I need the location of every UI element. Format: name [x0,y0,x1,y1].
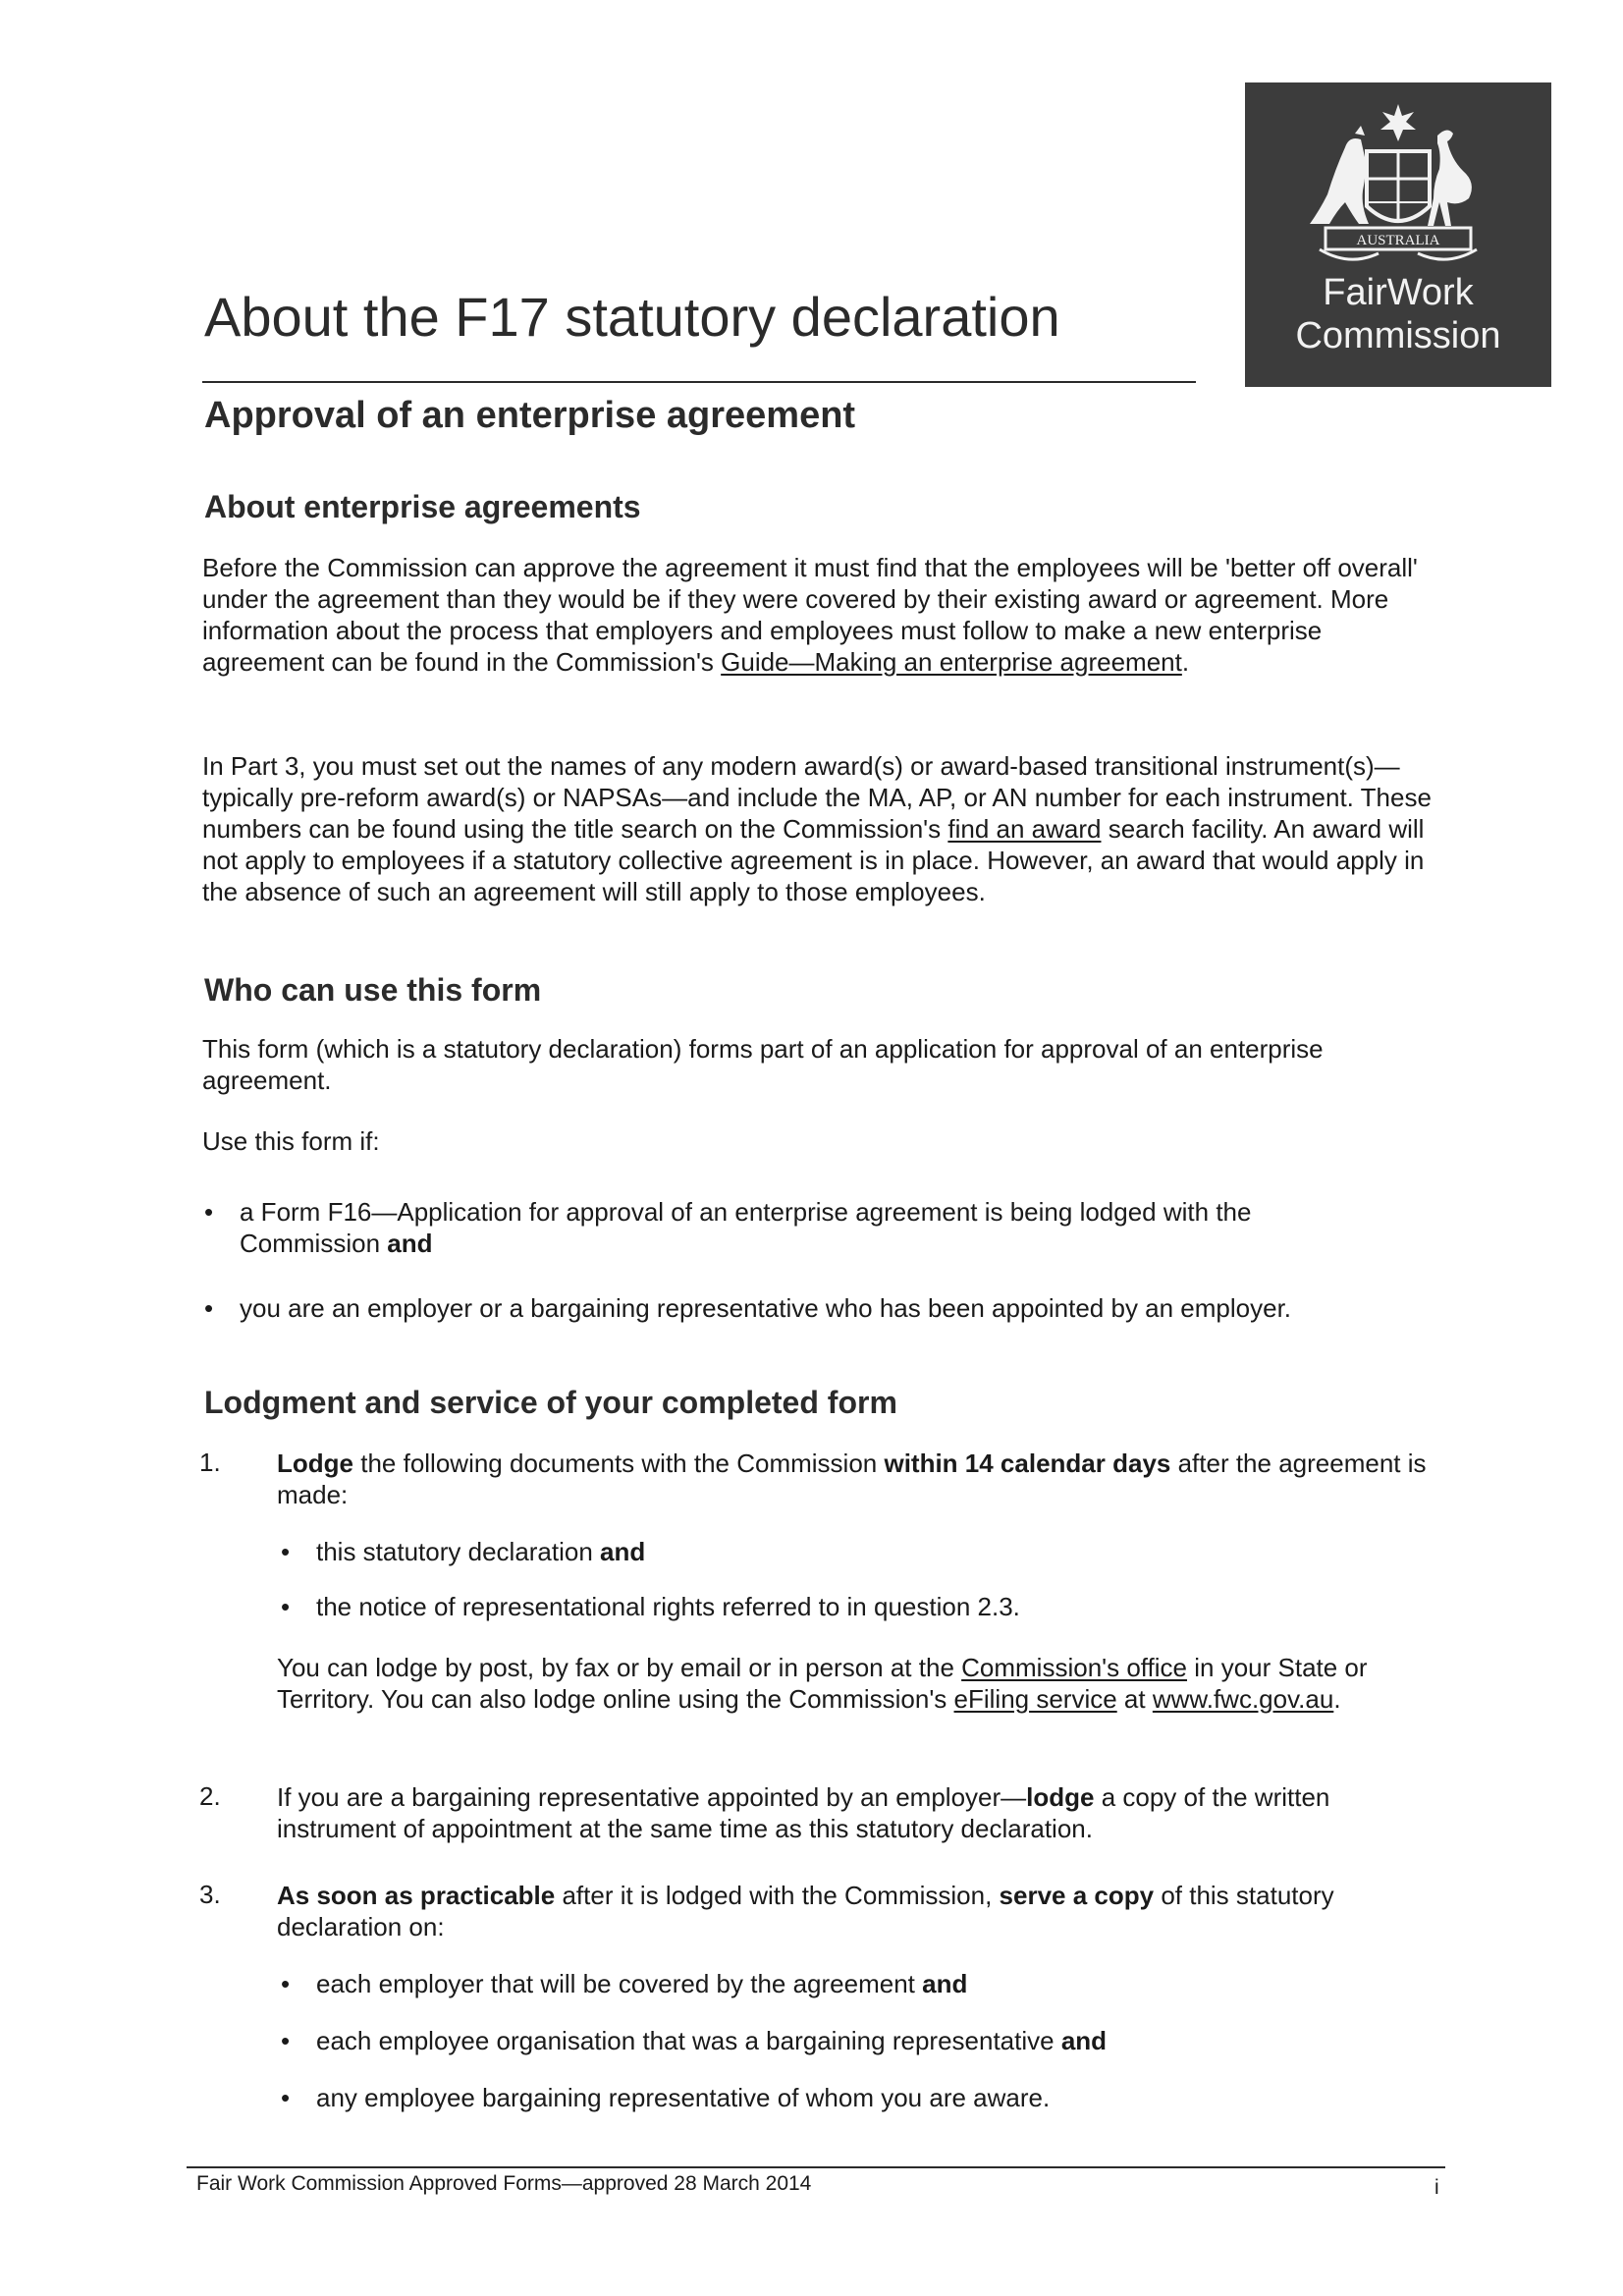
text-bold: Lodge [277,1449,353,1478]
text-bold: lodge [1026,1782,1095,1812]
list-item-text: you are an employer or a bargaining representative who has been appointed by an employer. [240,1293,1292,1323]
bullet-icon: • [204,1293,214,1323]
list-item [281,2025,1396,2056]
bullet-icon: • [204,1197,214,1227]
list-item-bold: and [922,1969,968,1998]
list-item-bold: and [1060,2026,1108,2055]
bullet-icon: • [281,1592,291,1621]
text-bold: within 14 calendar days [884,1449,1171,1478]
paragraph-use-if: Use this form if: [202,1126,380,1156]
item-number: 2. [199,1781,221,1811]
item-number: 1. [199,1448,221,1477]
logo-line-2: Commission [1295,315,1501,356]
footer-text: Fair Work Commission Approved Forms—approved 28 March 2014 [196,2172,812,2195]
text: of this statutory declaration on: [277,1881,1334,1941]
item-3-text [277,1880,1435,1942]
text: the following documents with the Commission [353,1449,885,1478]
bullet-icon: • [281,1969,291,1998]
list-item-text: each employer that will be covered by the agreement [316,1969,923,1998]
lodge-methods-note [277,1652,1435,1715]
list-item [204,1292,1320,1324]
efiling-service-link[interactable]: eFiling service [953,1684,1117,1714]
commission-office-link[interactable]: Commission's office [961,1653,1188,1682]
bullet-icon: • [281,2026,291,2055]
footer-divider [187,2166,1445,2168]
list-item [204,1196,1359,1259]
text: If you are a bargaining representative appointed by an employer— [277,1782,1027,1812]
list-item-bold: and [387,1229,433,1258]
list-item-text: any employee bargaining representative of whom you are aware. [316,2083,1051,2112]
list-item-text: a Form F16—Application for approval of an enterprise agreement is being lodged with the Commission [240,1197,1252,1258]
text: . [1333,1684,1341,1714]
list-item [281,1536,1396,1567]
text: after it is lodged with the Commission, [555,1881,1000,1910]
logo-wordmark [1245,271,1551,357]
guide-making-agreement-link[interactable]: Guide—Making an enterprise agreement [721,647,1182,677]
item-1-text [277,1448,1435,1510]
heading-who-can-use: Who can use this form [204,972,542,1008]
logo-line-1: FairWork [1323,272,1474,313]
paragraph-text: In Part 3, you must set out the names of any modern award(s) or award-based transitional instrument(s)—typically pre-reform award(s) or NAPSAs—and include the MA, AP, or AN number for each instrument. These numbers can be found using the title search on the Commission's [202,751,1432,844]
logo-country-text: AUSTRALIA [1356,233,1440,248]
heading-lodgment-service: Lodgment and service of your completed form [204,1385,897,1420]
title-divider [202,381,1196,383]
list-item [281,1591,1396,1622]
paragraph-form-purpose: This form (which is a statutory declaration) forms part of an application for approval of an enterprise agreement. [202,1034,1324,1095]
text: You can lodge by post, by fax or by email or in person at the [277,1653,962,1682]
text-bold: As soon as practicable [277,1881,556,1910]
text: a copy of the written instrument of appointment at the same time as this statutory declaration. [277,1782,1330,1843]
page-subtitle: Approval of an enterprise agreement [204,395,856,436]
fwc-website-link[interactable]: www.fwc.gov.au [1152,1684,1334,1714]
paragraph-text: search facility. An award will not apply to employees if a statutory collective agreement is in place. However, an award that would apply in the absence of such an agreement will still apply to those employees. [202,814,1425,906]
list-item [281,1968,1396,1999]
find-an-award-link[interactable]: find an award [947,814,1102,844]
bullet-icon: • [281,2083,291,2112]
list-item-text: this statutory declaration [316,1537,601,1566]
text: in your State or Territory. You can also lodge online using the Commission's [277,1653,1368,1714]
bullet-icon: • [281,1537,291,1566]
text: after the agreement is made: [277,1449,1427,1509]
text: at [1116,1684,1153,1714]
list-item-bold: and [600,1537,646,1566]
page-number: i [1434,2176,1439,2199]
paragraph-better-off-overall [202,552,1449,678]
page-title: About the F17 statutory declaration [204,286,1060,348]
coat-of-arms-icon [1290,100,1506,267]
paragraph-part-3 [202,750,1449,907]
heading-about-enterprise-agreements: About enterprise agreements [204,489,641,524]
paragraph-text: . [1181,647,1190,677]
list-item [281,2082,1396,2113]
list-item-text: the notice of representational rights referred to in question 2.3. [316,1592,1020,1621]
list-item-text: each employee organisation that was a bargaining representative [316,2026,1061,2055]
item-2-text [277,1781,1435,1844]
fair-work-commission-logo [1245,82,1551,387]
text-bold: serve a copy [999,1881,1155,1910]
item-number: 3. [199,1880,221,1909]
paragraph-text: Before the Commission can approve the agreement it must find that the employees will be 'better off overall' under the agreement than they would be if they were covered by their existing award or agreement. More information about the process that employers and employees must follow to make a new enterprise agreement can be found in the Commission's [202,553,1418,677]
